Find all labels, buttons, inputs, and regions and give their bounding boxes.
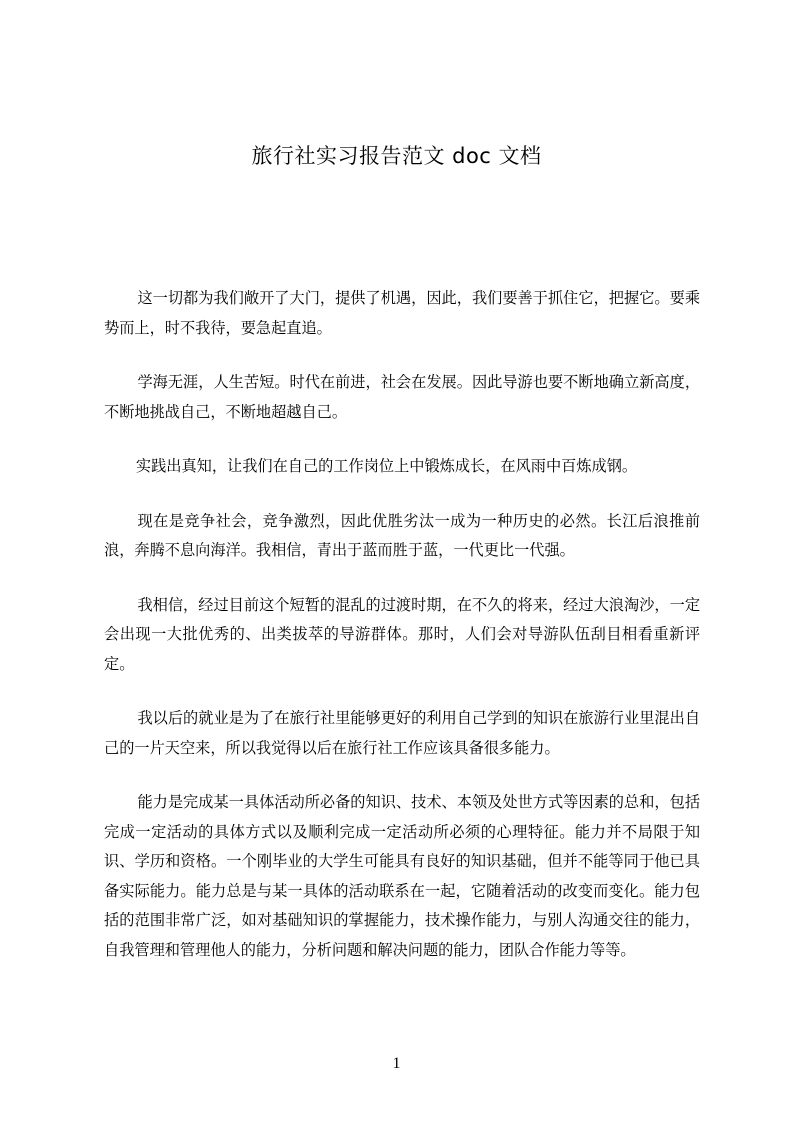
paragraph-7: 能力是完成某一具体活动所必备的知识、技术、本领及处世方式等因素的总和，包括完成一定活动的具体方式以及顺利完成一定活动所必须的心理特征。能力并不局限于知识、学历和资格。一个刚毕业的大学生可能具有良好的知识基础，但并不能等同于他已具备实际能力。能力总是与某一具体的活动联系在一起，它随着活动的改变而变化。能力包括的范围非常广泛，如对基础知识的掌握能力，技术操作能力，与别人沟通交往的能力，自我管理和管理他人的能力，分析问题和解决问题的能力，团队合作能力等等。 bbox=[104, 793, 700, 959]
paragraph-3: 实践出真知，让我们在自己的工作岗位上中锻炼成长，在风雨中百炼成钢。 bbox=[135, 457, 638, 475]
document-title: 旅行社实习报告范文 doc 文档 bbox=[251, 144, 542, 168]
paragraph-5: 我相信，经过目前这个短暂的混乱的过渡时期，在不久的将来，经过大浪淘沙，一定会出现一大批优秀的、出类拔萃的导游群体。那时，人们会对导游队伍刮目相看重新评定。 bbox=[104, 595, 700, 673]
page-number: 1 bbox=[392, 1055, 401, 1072]
paragraph-4: 现在是竞争社会，竞争激烈，因此优胜劣汰一成为一种历史的必然。长江后浪推前浪，奔腾不息向海洋。我相信，青出于蓝而胜于蓝，一代更比一代强。 bbox=[104, 511, 700, 559]
paragraph-6: 我以后的就业是为了在旅行社里能够更好的利用自己学到的知识在旅游行业里混出自己的一片天空来，所以我觉得以后在旅行社工作应该具备很多能力。 bbox=[104, 709, 700, 757]
document-body bbox=[104, 284, 700, 990]
paragraph-2: 学海无涯，人生苦短。时代在前进，社会在发展。因此导游也要不断地确立新高度，不断地挑战自己，不断地超越自己。 bbox=[104, 373, 700, 421]
paragraph-1: 这一切都为我们敞开了大门，提供了机遇，因此，我们要善于抓住它，把握它。要乘势而上，时不我待，要急起直追。 bbox=[104, 289, 700, 337]
